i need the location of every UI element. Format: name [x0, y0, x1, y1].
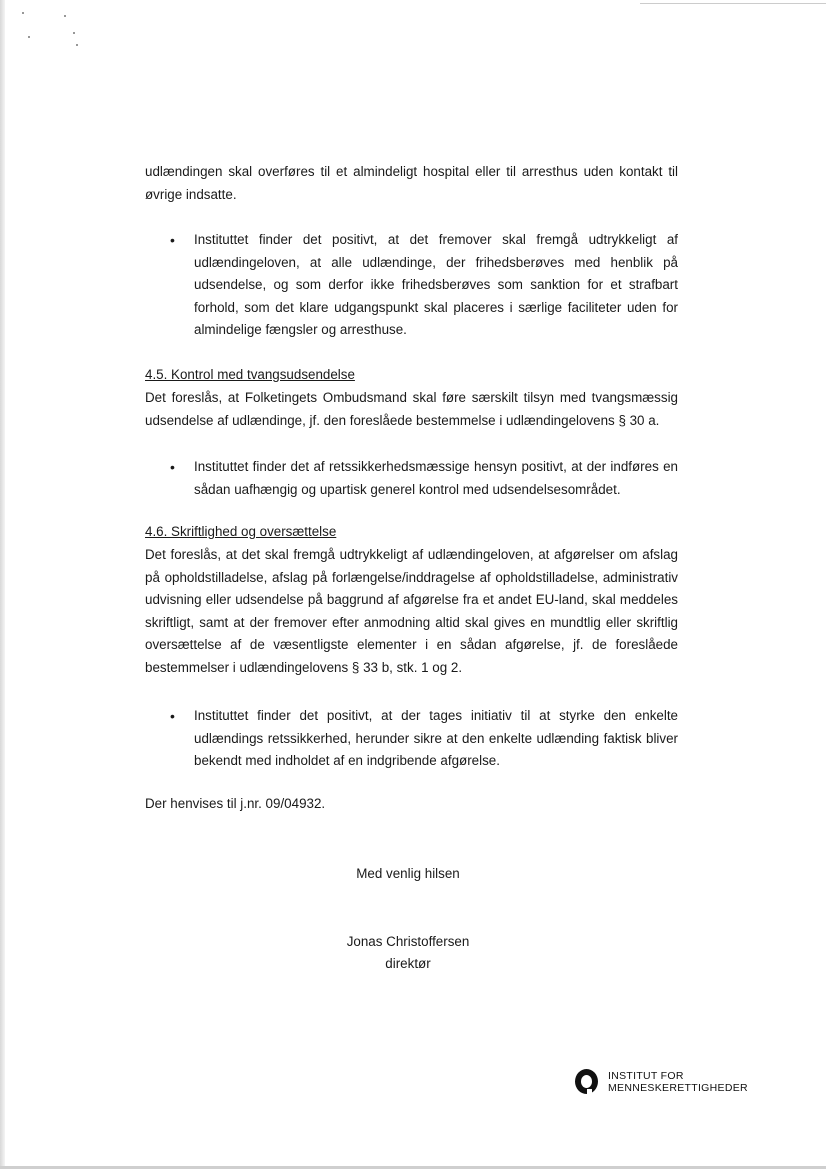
- bullet-icon: •: [170, 232, 175, 248]
- institute-logo: [575, 1069, 748, 1094]
- text-line: Det foreslås, at det skal fremgå udtrykkeligt af udlændingeloven, at afgørelser om afslag: [145, 547, 678, 562]
- closing: Med venlig hilsen: [356, 866, 460, 881]
- bullet-text: [194, 456, 678, 501]
- reference-line: [145, 793, 678, 816]
- section-heading: 4.5. Kontrol med tvangsudsendelse: [145, 367, 355, 382]
- bullet-icon: •: [170, 459, 175, 475]
- scan-speck: [73, 32, 75, 34]
- text-line: udsendelse, og som derfor ikke frihedsberøves som sanktion for et strafbart: [194, 277, 678, 293]
- signatory-title: direktør: [385, 956, 431, 971]
- logo-line-1: INSTITUT FOR: [608, 1069, 684, 1082]
- text-line: Instituttet finder det positivt, at der tages initiativ til at styrke den enkelte: [194, 708, 678, 723]
- logo-ring-icon: [575, 1069, 598, 1094]
- text-line: bestemmelser i udlændingelovens § 33 b, stk. 1 og 2.: [145, 659, 463, 675]
- text-line: skriftligt, samt at der fremover efter anmodning altid skal gives en mundtlig eller skriftlig: [145, 614, 678, 630]
- text-line: udlændings retssikkerhed, herunder sikre at den enkelte udlænding faktisk bliver: [194, 730, 678, 746]
- text-line: udvisning eller udsendelse på baggrund af afgørelse fra et andet EU-land, skal meddeles: [145, 592, 678, 608]
- text-line: Det foreslås, at Folketingets Ombudsmand skal føre særskilt tilsyn med tvangsmæssig: [145, 390, 678, 405]
- scan-speck: [64, 15, 66, 17]
- text-line: Instituttet finder det positivt, at det fremover skal fremgå udtrykkeligt af: [194, 232, 678, 247]
- section-heading: 4.6. Skriftlighed og oversættelse: [145, 524, 337, 539]
- text-line: almindelige fængsler og arresthuse.: [194, 322, 407, 338]
- scan-speck: [28, 36, 30, 38]
- text-line: oversættelse af de væsentligste elementer i en sådan afgørelse, jf. de foreslåede: [145, 637, 678, 653]
- bullet-text: [194, 229, 678, 342]
- text-line: på opholdstilladelse, afslag på forlængelse/inddragelse af opholdstilladelse, administrativ: [145, 569, 678, 585]
- bullet-icon: •: [170, 708, 175, 724]
- logo-text: [608, 1070, 748, 1094]
- text-line: forhold, som det klare udgangspunkt skal placeres i særlige faciliteter uden for: [194, 299, 678, 315]
- scan-speck: [76, 44, 78, 46]
- text-line: udlændingen skal overføres til et almindeligt hospital eller til arresthus uden kontakt til: [145, 164, 678, 179]
- section-paragraph: [145, 544, 678, 680]
- text-line: Instituttet finder det af retssikkerhedsmæssige hensyn positivt, at der indføres en: [194, 459, 678, 474]
- text-line: udlændingeloven, at alle udlændinge, der frihedsberøves med henblik på: [194, 254, 678, 270]
- section-paragraph: [145, 387, 678, 432]
- signatory-name: Jonas Christoffersen: [346, 934, 470, 949]
- scan-left-edge: [0, 0, 5, 1169]
- intro-paragraph: [145, 161, 678, 206]
- text-line: øvrige indsatte.: [145, 186, 237, 202]
- text-line: sådan uafhængig og upartisk generel kontrol med udsendelsesområdet.: [194, 481, 621, 497]
- scan-top-line: [640, 3, 826, 4]
- text-line: udsendelse af udlændinge, jf. den foreslåede bestemmelse i udlændingelovens § 30 a.: [145, 412, 660, 428]
- logo-line-2: MENNESKERETTIGHEDER: [608, 1081, 748, 1094]
- text-line: bekendt med indholdet af en indgribende afgørelse.: [194, 753, 500, 769]
- reference-text: Der henvises til j.nr. 09/04932.: [145, 796, 326, 811]
- scan-speck: [22, 12, 24, 14]
- bullet-text: [194, 705, 678, 773]
